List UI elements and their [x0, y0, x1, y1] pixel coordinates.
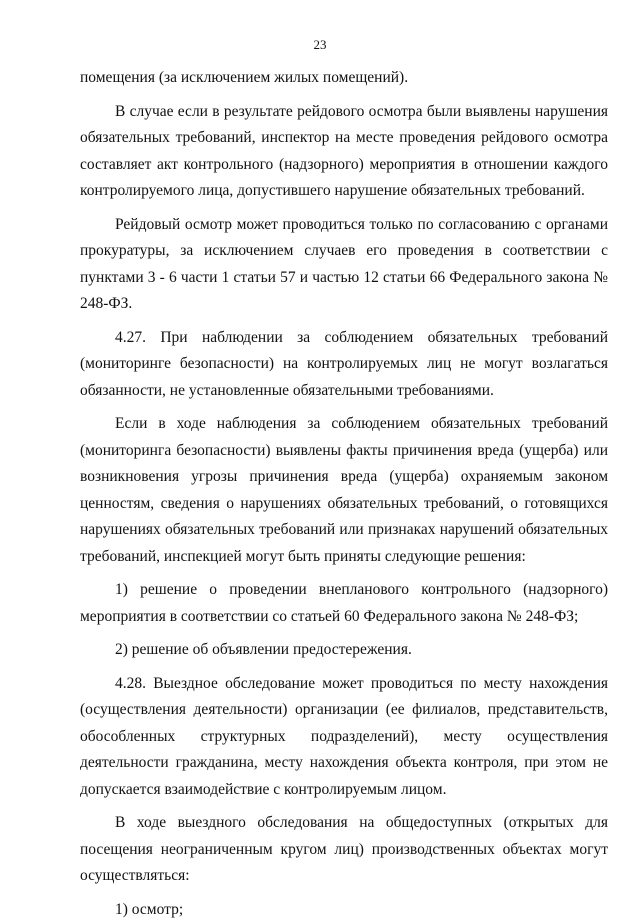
list-item-inspection-1: 1) осмотр;: [80, 897, 608, 923]
paragraph-4-28: 4.28. Выездное обследование может проводиться по месту нахождения (осуществления деятельности) организации (ее филиалов, представительств, обособленных структурных подразделений), месту осуществления деятельности гражданина, месту нахождения объекта контроля, при этом не допускается взаимодействие с контролируемым лицом.: [80, 671, 608, 804]
list-item-decision-2: 2) решение об объявлении предостережения.: [80, 637, 608, 664]
paragraph-continuation: помещения (за исключением жилых помещений).: [80, 65, 608, 92]
page-number: 23: [0, 37, 640, 53]
list-item-decision-1: 1) решение о проведении внепланового контрольного (надзорного) мероприятия в соответствии со статьей 60 Федерального закона № 248-ФЗ;: [80, 577, 608, 630]
paragraph-raid-prosecutor: Рейдовый осмотр может проводиться только по согласованию с органами прокуратуры, за исключением случаев его проведения в соответствии с пунктами 3 - 6 части 1 статьи 57 и частью 12 статьи 66 Федерального закона № 248-ФЗ.: [80, 212, 608, 318]
paragraph-raid-violations: В случае если в результате рейдового осмотра были выявлены нарушения обязательных требований, инспектор на месте проведения рейдового осмотра составляет акт контрольного (надзорного) мероприятия в отношении каждого контролируемого лица, допустившего нарушение обязательных требований.: [80, 99, 608, 205]
paragraph-field-inspection: В ходе выездного обследования на общедоступных (открытых для посещения неограниченным кругом лиц) производственных объектах могут осуществляться:: [80, 810, 608, 890]
document-body: [80, 65, 608, 923]
paragraph-4-27: 4.27. При наблюдении за соблюдением обязательных требований (мониторинге безопасности) на контролируемых лиц не могут возлагаться обязанности, не установленные обязательными требованиями.: [80, 325, 608, 405]
paragraph-monitoring-decisions: Если в ходе наблюдения за соблюдением обязательных требований (мониторинга безопасности) выявлены факты причинения вреда (ущерба) или возникновения угрозы причинения вреда (ущерба) охраняемым законом ценностям, сведения о нарушениях обязательных требований, о готовящихся нарушениях обязательных требований или признаках нарушений обязательных требований, инспекцией могут быть приняты следующие решения:: [80, 411, 608, 570]
